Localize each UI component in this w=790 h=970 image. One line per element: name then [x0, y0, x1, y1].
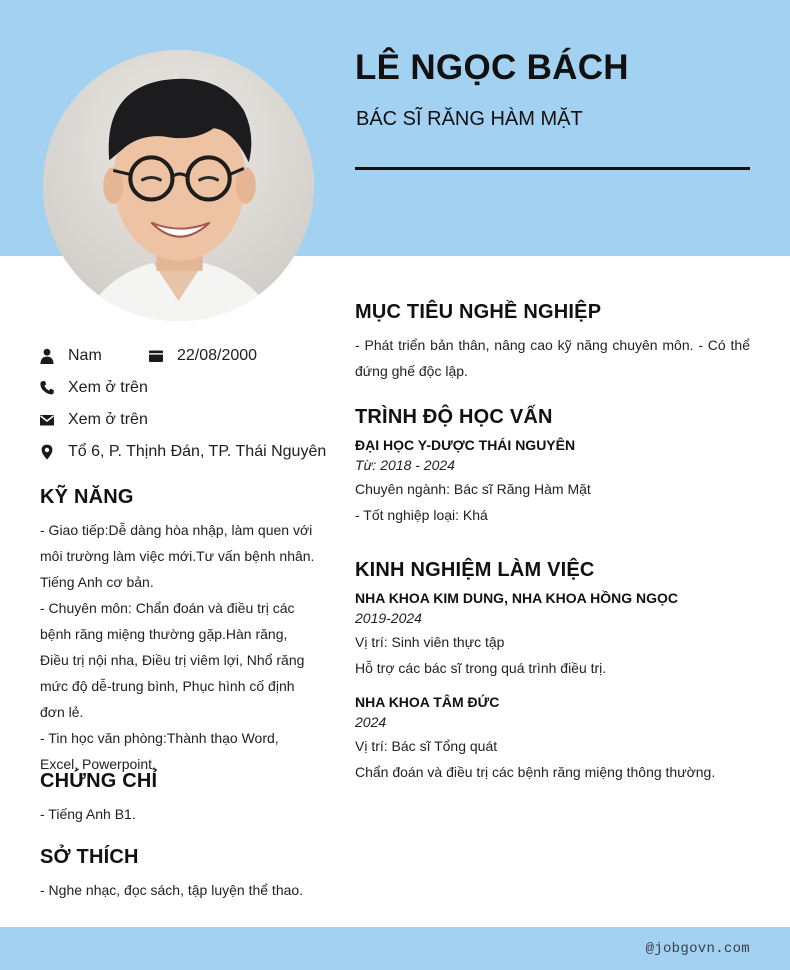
skill-item: - Chuyên môn: Chẩn đoán và điều trị các bệnh răng miệng thường gặp.Hàn răng, Điều trị nội nha, Điều trị viêm lợi, Nhổ răng mức độ dễ-trung bình, Phục hình cố định đơn lẻ.: [40, 600, 305, 720]
contact-info: [38, 340, 326, 468]
title-divider: [355, 167, 750, 170]
job-description: Hỗ trợ các bác sĩ trong quá trình điều trị.: [355, 660, 607, 676]
skills-heading: KỸ NĂNG: [40, 486, 134, 508]
hobby-item: - Nghe nhạc, đọc sách, tập luyện thể thao.: [40, 882, 304, 898]
phone-icon: [38, 379, 56, 397]
employer-name: NHA KHOA TÂM ĐỨC: [355, 694, 500, 710]
education-section: [355, 406, 750, 528]
experience-entry: [355, 694, 750, 785]
map-pin-icon: [38, 443, 56, 461]
experience-section: [355, 559, 750, 785]
email-row: [38, 404, 326, 436]
objective-heading: MỤC TIÊU NGHỀ NGHIỆP: [355, 301, 602, 323]
site-watermark: @jobgovn.com: [645, 941, 750, 957]
education-grade: - Tốt nghiệp loại: Khá: [355, 507, 488, 523]
experience-entry: [355, 590, 750, 681]
job-period: 2024: [355, 714, 387, 730]
job-description: Chẩn đoán và điều trị các bệnh răng miệng thông thường.: [355, 764, 716, 780]
certificates-section: [40, 770, 320, 827]
hobbies-section: [40, 846, 320, 903]
education-period: Từ: 2018 - 2024: [355, 457, 455, 473]
gender-birthdate-row: [38, 340, 326, 372]
employer-name: NHA KHOA KIM DUNG, NHA KHOA HỒNG NGỌC: [355, 590, 679, 606]
certificate-item: - Tiếng Anh B1.: [40, 806, 136, 822]
gender-value: Nam: [68, 347, 102, 364]
calendar-icon: [147, 347, 165, 365]
candidate-name: LÊ NGỌC BÁCH: [355, 48, 629, 87]
hobbies-heading: SỞ THÍCH: [40, 846, 139, 868]
job-position: Vị trí: Bác sĩ Tổng quát: [355, 738, 498, 754]
education-major: Chuyên ngành: Bác sĩ Răng Hàm Mặt: [355, 481, 591, 497]
birthdate-value: 22/08/2000: [177, 347, 258, 364]
objective-section: [355, 301, 750, 384]
phone-row: [38, 372, 326, 404]
job-position: Vị trí: Sinh viên thực tập: [355, 634, 505, 650]
experience-heading: KINH NGHIỆM LÀM VIỆC: [355, 559, 595, 581]
objective-text: - Phát triển bản thân, nâng cao kỹ năng chuyên môn. - Có thể đứng ghế độc lập.: [355, 337, 750, 379]
job-title: BÁC SĨ RĂNG HÀM MẶT: [356, 108, 583, 130]
education-heading: TRÌNH ĐỘ HỌC VẤN: [355, 406, 553, 428]
profile-photo: [43, 50, 314, 321]
envelope-icon: [38, 411, 56, 429]
job-period: 2019-2024: [355, 610, 422, 626]
skill-item: - Giao tiếp:Dễ dàng hòa nhập, làm quen với môi trường làm việc mới.Tư vấn bệnh nhân. Tiếng Anh cơ bản.: [40, 522, 315, 590]
address-row: [38, 436, 326, 468]
address-value: Tổ 6, P. Thịnh Đán, TP. Thái Nguyên: [68, 443, 327, 460]
skills-section: [40, 486, 320, 777]
phone-value: Xem ở trên: [68, 379, 148, 396]
certificates-heading: CHỨNG CHỈ: [40, 770, 158, 792]
portrait-photo-icon: [43, 50, 314, 321]
school-name: ĐẠI HỌC Y-DƯỢC THÁI NGUYÊN: [355, 437, 576, 453]
skill-item: - Tin học văn phòng:Thành thạo Word, Excel, Powerpoint.: [40, 730, 279, 772]
person-icon: [38, 347, 56, 365]
email-value: Xem ở trên: [68, 411, 148, 428]
